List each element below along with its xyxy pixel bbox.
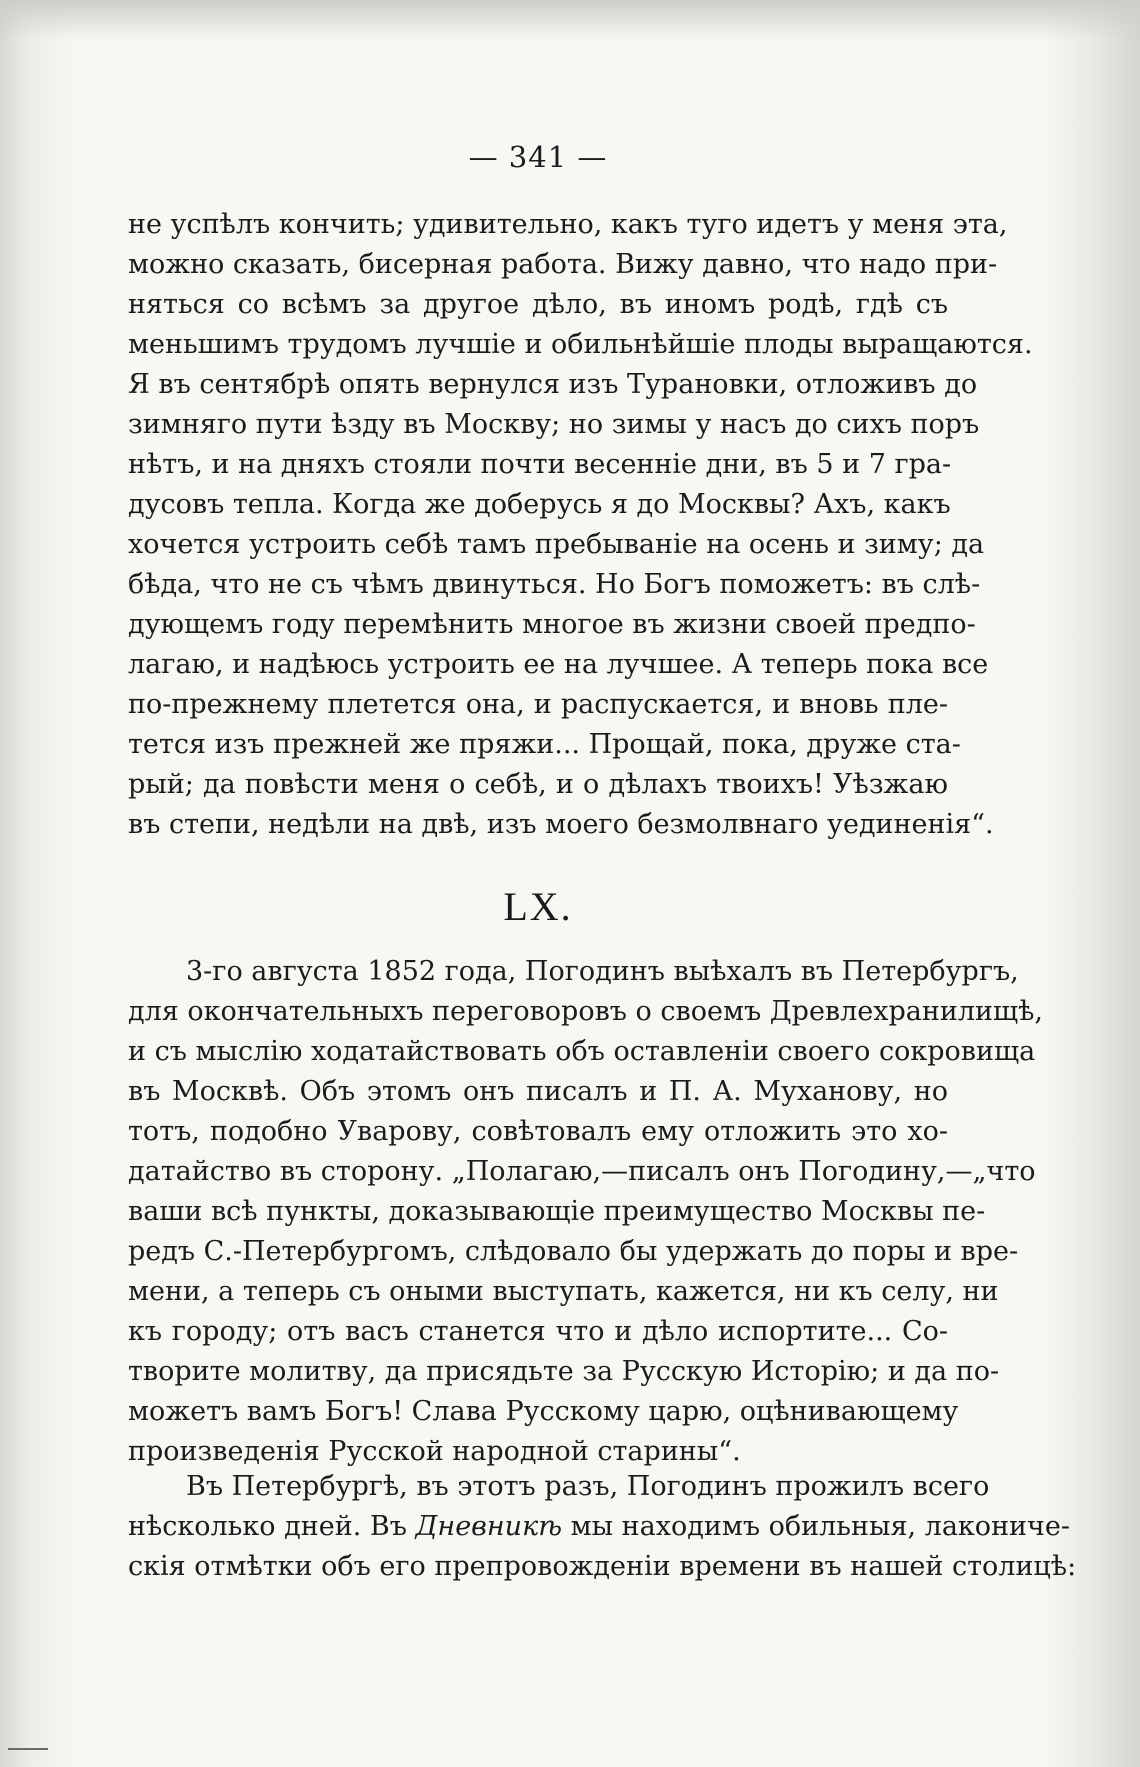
text-line: редъ С.-Петербургомъ, слѣдовало бы удержать до поры и вре-: [128, 1236, 1019, 1267]
text-line: дусовъ тепла. Когда же доберусь я до Москвы? Ахъ, какъ: [128, 489, 951, 520]
text-line-with-italic: [128, 1507, 1071, 1547]
text-line: можетъ вамъ Богъ! Слава Русскому царю, оцѣнивающему: [128, 1396, 959, 1427]
text-line: меньшимъ трудомъ лучшіе и обильнѣйшіе плоды выращаются.: [128, 329, 1033, 360]
text-line: по-прежнему плетется она, и распускается, и вновь пле-: [128, 689, 948, 720]
paragraph-petersburg: [128, 1467, 1077, 1587]
text-line: мени, а теперь съ оными выступать, кажется, ни къ селу, ни: [128, 1276, 999, 1307]
text-line: въ Москвѣ. Объ этомъ онъ писалъ и П. А. Муханову, но: [128, 1076, 948, 1107]
text-line: произведенія Русской народной старины“.: [128, 1436, 741, 1467]
text-line: нѣтъ, и на дняхъ стояли почти весенніе дни, въ 5 и 7 гра-: [128, 449, 952, 480]
book-page: [128, 0, 1077, 1767]
italic-title-dnevnik: Дневникѣ: [415, 1511, 563, 1542]
text-line: лагаю, и надѣюсь устроить ее на лучшее. А теперь пока все: [128, 649, 989, 680]
text-line: и съ мыслію ходатайствовать объ оставленіи своего сокровища: [128, 1036, 1036, 1067]
page-number: — 341 —: [468, 140, 608, 174]
text-line: ваши всѣ пункты, доказывающіе преимущество Москвы пе-: [128, 1196, 986, 1227]
text-line: зимняго пути ѣзду въ Москву; но зимы у насъ до сихъ поръ: [128, 409, 980, 440]
text-line: бѣда, что не съ чѣмъ двинуться. Но Богъ поможетъ: въ слѣ-: [128, 569, 981, 600]
paragraph-august-1852: [128, 952, 1043, 1472]
text-line: къ городу; отъ васъ станется что и дѣло испортите... Со-: [128, 1316, 948, 1347]
text-line: можно сказать, бисерная работа. Вижу давно, что надо при-: [128, 249, 998, 280]
section-heading: LX.: [503, 884, 573, 929]
text-line: для окончательныхъ переговоровъ о своемъ Древлехранилищѣ,: [128, 996, 1043, 1027]
text-line: рый; да повѣсти меня о себѣ, и о дѣлахъ твоихъ! Уѣзжаю: [128, 769, 948, 800]
text-line: творите молитву, да присядьте за Русскую Исторію; и да по-: [128, 1356, 1000, 1387]
text-fragment: нѣсколько дней. Въ: [128, 1511, 416, 1542]
text-line: дующемъ году перемѣнить многое въ жизни своей предпо-: [128, 609, 976, 640]
text-line: тется изъ прежней же пряжи... Прощай, пока, друже ста-: [128, 729, 961, 760]
text-fragment: мы находимъ обильныя, лакониче-: [562, 1511, 1071, 1542]
text-line: няться со всѣмъ за другое дѣло, въ иномъ родѣ, гдѣ съ: [128, 289, 948, 320]
text-line: тотъ, подобно Уварову, совѣтовалъ ему отложить это хо-: [128, 1116, 948, 1147]
text-line: въ степи, недѣли на двѣ, изъ моего безмолвнаго уединенія“.: [128, 809, 994, 840]
text-line: 3-го августа 1852 года, Погодинъ выѣхалъ въ Петербургъ,: [186, 956, 1019, 987]
paragraph-letter-end: [128, 205, 1033, 845]
text-line: не успѣлъ кончить; удивительно, какъ туго идетъ у меня эта,: [128, 209, 1008, 240]
scan-margin-mark: [8, 1748, 48, 1750]
text-line: хочется устроить себѣ тамъ пребываніе на осень и зиму; да: [128, 529, 985, 560]
text-line: скія отмѣтки объ его препровожденіи времени въ нашей столицѣ:: [128, 1551, 1077, 1582]
text-line: датайство въ сторону. „Полагаю,—писалъ онъ Погодину,—„что: [128, 1156, 1036, 1187]
text-line: Я въ сентябрѣ опять вернулся изъ Турановки, отложивъ до: [128, 369, 978, 400]
text-line: Въ Петербургѣ, въ этотъ разъ, Погодинъ прожилъ всего: [186, 1471, 990, 1502]
